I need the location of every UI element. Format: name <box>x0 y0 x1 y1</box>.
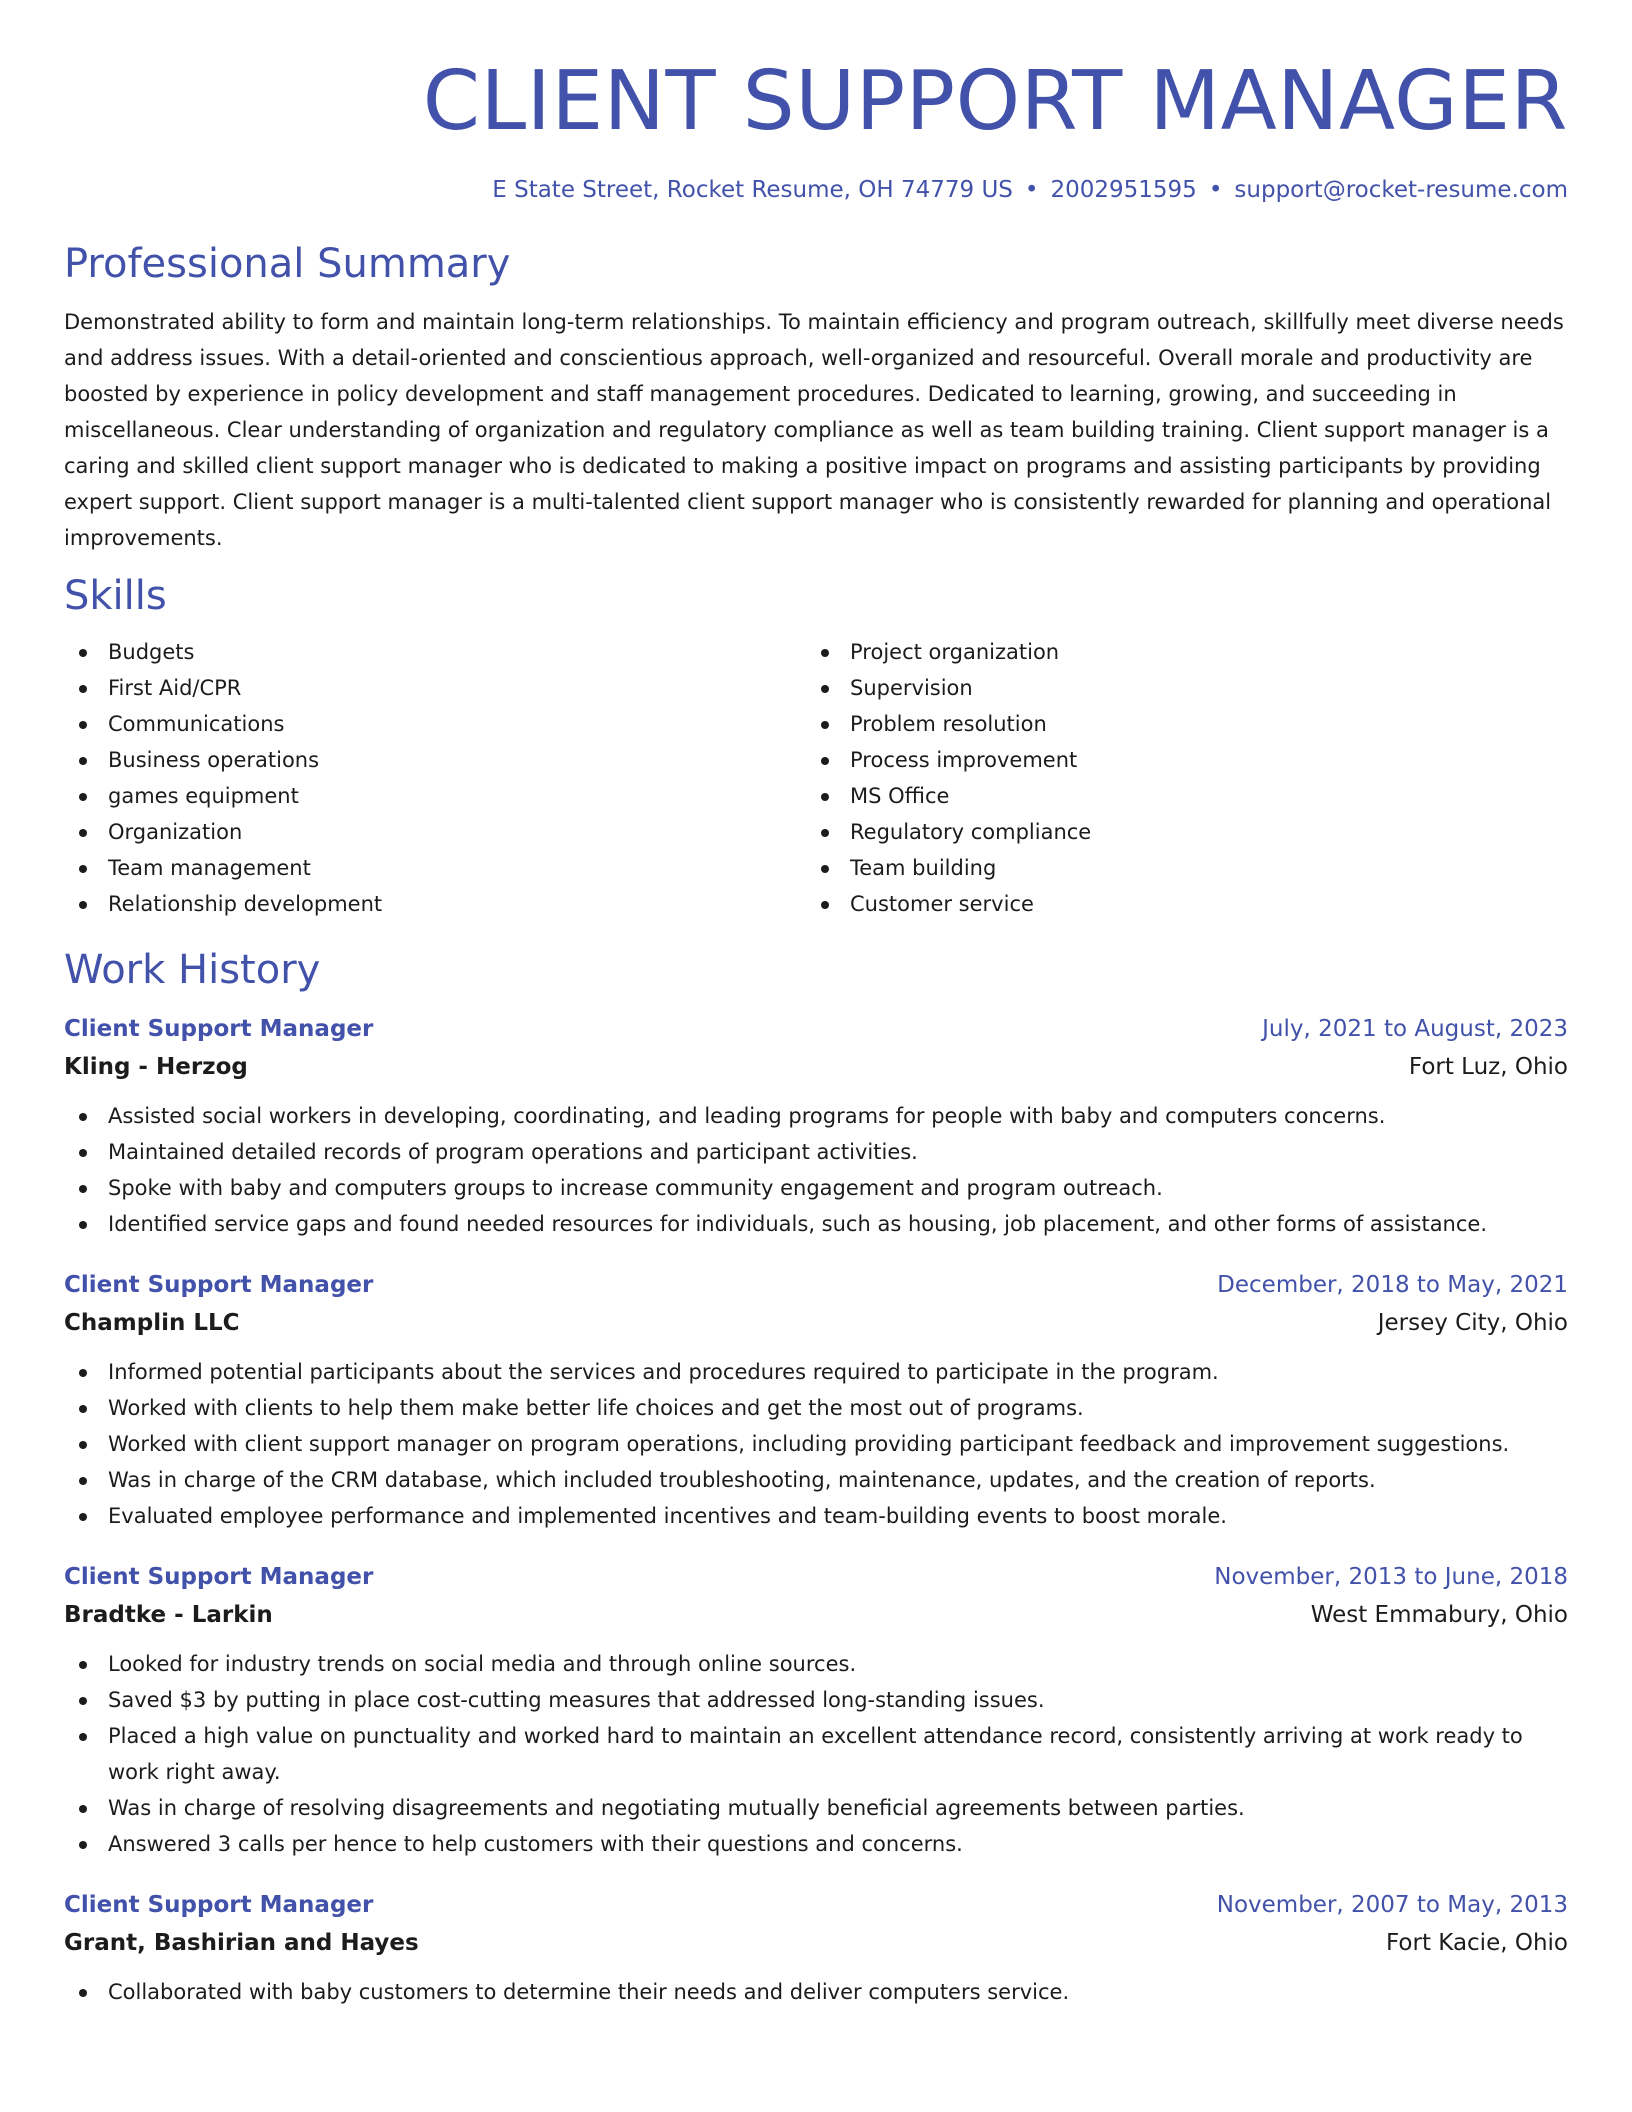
job-subheader <box>64 1304 1568 1342</box>
skill-item: Supervision <box>806 670 1548 706</box>
skills-column-left <box>64 634 806 922</box>
job-bullet: Evaluated employee performance and implemented incentives and team-building events to boost morale. <box>64 1498 1568 1534</box>
job-bullet: Worked with client support manager on program operations, including providing participant feedback and improvement suggestions. <box>64 1426 1568 1462</box>
job-company: Bradtke - Larkin <box>64 1602 273 1628</box>
work-history-heading: Work History <box>64 947 321 993</box>
skill-item: Relationship development <box>64 886 806 922</box>
job-bullet: Maintained detailed records of program operations and participant activities. <box>64 1134 1568 1170</box>
skills-column-right <box>806 634 1548 922</box>
job-bullet: Was in charge of resolving disagreements and negotiating mutually beneficial agreements between parties. <box>64 1790 1568 1826</box>
job-header <box>64 1558 1568 1596</box>
contact-phone: 2002951595 <box>1050 177 1197 203</box>
job-dates: July, 2021 to August, 2023 <box>1262 1016 1568 1042</box>
job-location: Fort Luz, Ohio <box>1408 1054 1568 1080</box>
job-subheader <box>64 1596 1568 1634</box>
job-bullet: Placed a high value on punctuality and worked hard to maintain an excellent attendance record, consistently arriving at work ready to work right away. <box>64 1718 1568 1790</box>
job-subheader <box>64 1048 1568 1086</box>
contact-separator: • <box>1024 177 1039 203</box>
skill-item: games equipment <box>64 778 806 814</box>
job-bullets <box>64 1974 1568 2010</box>
skill-item: Team management <box>64 850 806 886</box>
contact-line <box>64 174 1568 206</box>
job-dates: November, 2013 to June, 2018 <box>1214 1564 1568 1590</box>
job-company: Kling - Herzog <box>64 1054 248 1080</box>
skills-list <box>64 634 1568 922</box>
job-bullet: Spoke with baby and computers groups to increase community engagement and program outreach. <box>64 1170 1568 1206</box>
job-title: Client Support Manager <box>64 1564 374 1590</box>
job-bullets <box>64 1354 1568 1534</box>
skill-item: Business operations <box>64 742 806 778</box>
summary-text: Demonstrated ability to form and maintain long-term relationships. To maintain efficiency and program outreach, skillfully meet diverse needs and address issues. With a detail-oriented and conscientious approach, well-organized and resourceful. Overall morale and productivity are boosted by experience in policy development and staff management procedures. Dedicated to learning, growing, and succeeding in miscellaneous. Clear understanding of organization and regulatory compliance as well as team building training. Client support manager is a caring and skilled client support manager who is dedicated to making a positive impact on programs and assisting participants by providing expert support. Client support manager is a multi-talented client support manager who is consistently rewarded for planning and operational improvements. <box>64 310 1564 550</box>
summary-heading: Professional Summary <box>64 241 511 287</box>
skill-item: Customer service <box>806 886 1548 922</box>
job-bullet: Informed potential participants about the services and procedures required to participate in the program. <box>64 1354 1568 1390</box>
job-bullet: Looked for industry trends on social media and through online sources. <box>64 1646 1568 1682</box>
skill-item: Organization <box>64 814 806 850</box>
skill-item: MS Office <box>806 778 1548 814</box>
job-entry <box>64 1266 1568 1534</box>
job-bullet: Saved $3 by putting in place cost-cutting measures that addressed long-standing issues. <box>64 1682 1568 1718</box>
skills-heading: Skills <box>64 573 167 619</box>
contact-separator: • <box>1208 177 1223 203</box>
job-entry <box>64 1558 1568 1862</box>
job-bullet: Identified service gaps and found needed resources for individuals, such as housing, job placement, and other forms of assistance. <box>64 1206 1568 1242</box>
contact-email[interactable]: support@rocket-resume.com <box>1234 177 1568 203</box>
skill-item: Regulatory compliance <box>806 814 1548 850</box>
job-company: Grant, Bashirian and Hayes <box>64 1930 419 1956</box>
job-bullet: Answered 3 calls per hence to help customers with their questions and concerns. <box>64 1826 1568 1862</box>
skill-item: Project organization <box>806 634 1548 670</box>
skill-item: Communications <box>64 706 806 742</box>
skill-item: Problem resolution <box>806 706 1548 742</box>
skill-item: Budgets <box>64 634 806 670</box>
job-bullets <box>64 1098 1568 1242</box>
job-bullet: Worked with clients to help them make better life choices and get the most out of programs. <box>64 1390 1568 1426</box>
job-header <box>64 1266 1568 1304</box>
job-header <box>64 1886 1568 1924</box>
job-entry <box>64 1886 1568 2010</box>
job-title: Client Support Manager <box>64 1016 374 1042</box>
skill-item: First Aid/CPR <box>64 670 806 706</box>
job-bullet: Assisted social workers in developing, coordinating, and leading programs for people with baby and computers concerns. <box>64 1098 1568 1134</box>
job-subheader <box>64 1924 1568 1962</box>
job-bullet: Was in charge of the CRM database, which included troubleshooting, maintenance, updates, and the creation of reports. <box>64 1462 1568 1498</box>
job-dates: November, 2007 to May, 2013 <box>1216 1892 1568 1918</box>
job-location: Fort Kacie, Ohio <box>1386 1930 1568 1956</box>
job-header <box>64 1010 1568 1048</box>
job-bullet: Collaborated with baby customers to determine their needs and deliver computers service. <box>64 1974 1568 2010</box>
job-company: Champlin LLC <box>64 1310 240 1336</box>
job-title: Client Support Manager <box>64 1272 374 1298</box>
job-dates: December, 2018 to May, 2021 <box>1217 1272 1568 1298</box>
job-entry <box>64 1010 1568 1242</box>
resume-name: CLIENT SUPPORT MANAGER <box>422 54 1568 149</box>
job-location: Jersey City, Ohio <box>1377 1310 1568 1336</box>
job-bullets <box>64 1646 1568 1862</box>
skill-item: Process improvement <box>806 742 1548 778</box>
job-location: West Emmabury, Ohio <box>1310 1602 1568 1628</box>
job-title: Client Support Manager <box>64 1892 374 1918</box>
skill-item: Team building <box>806 850 1548 886</box>
contact-address: E State Street, Rocket Resume, OH 74779 US <box>492 177 1013 203</box>
